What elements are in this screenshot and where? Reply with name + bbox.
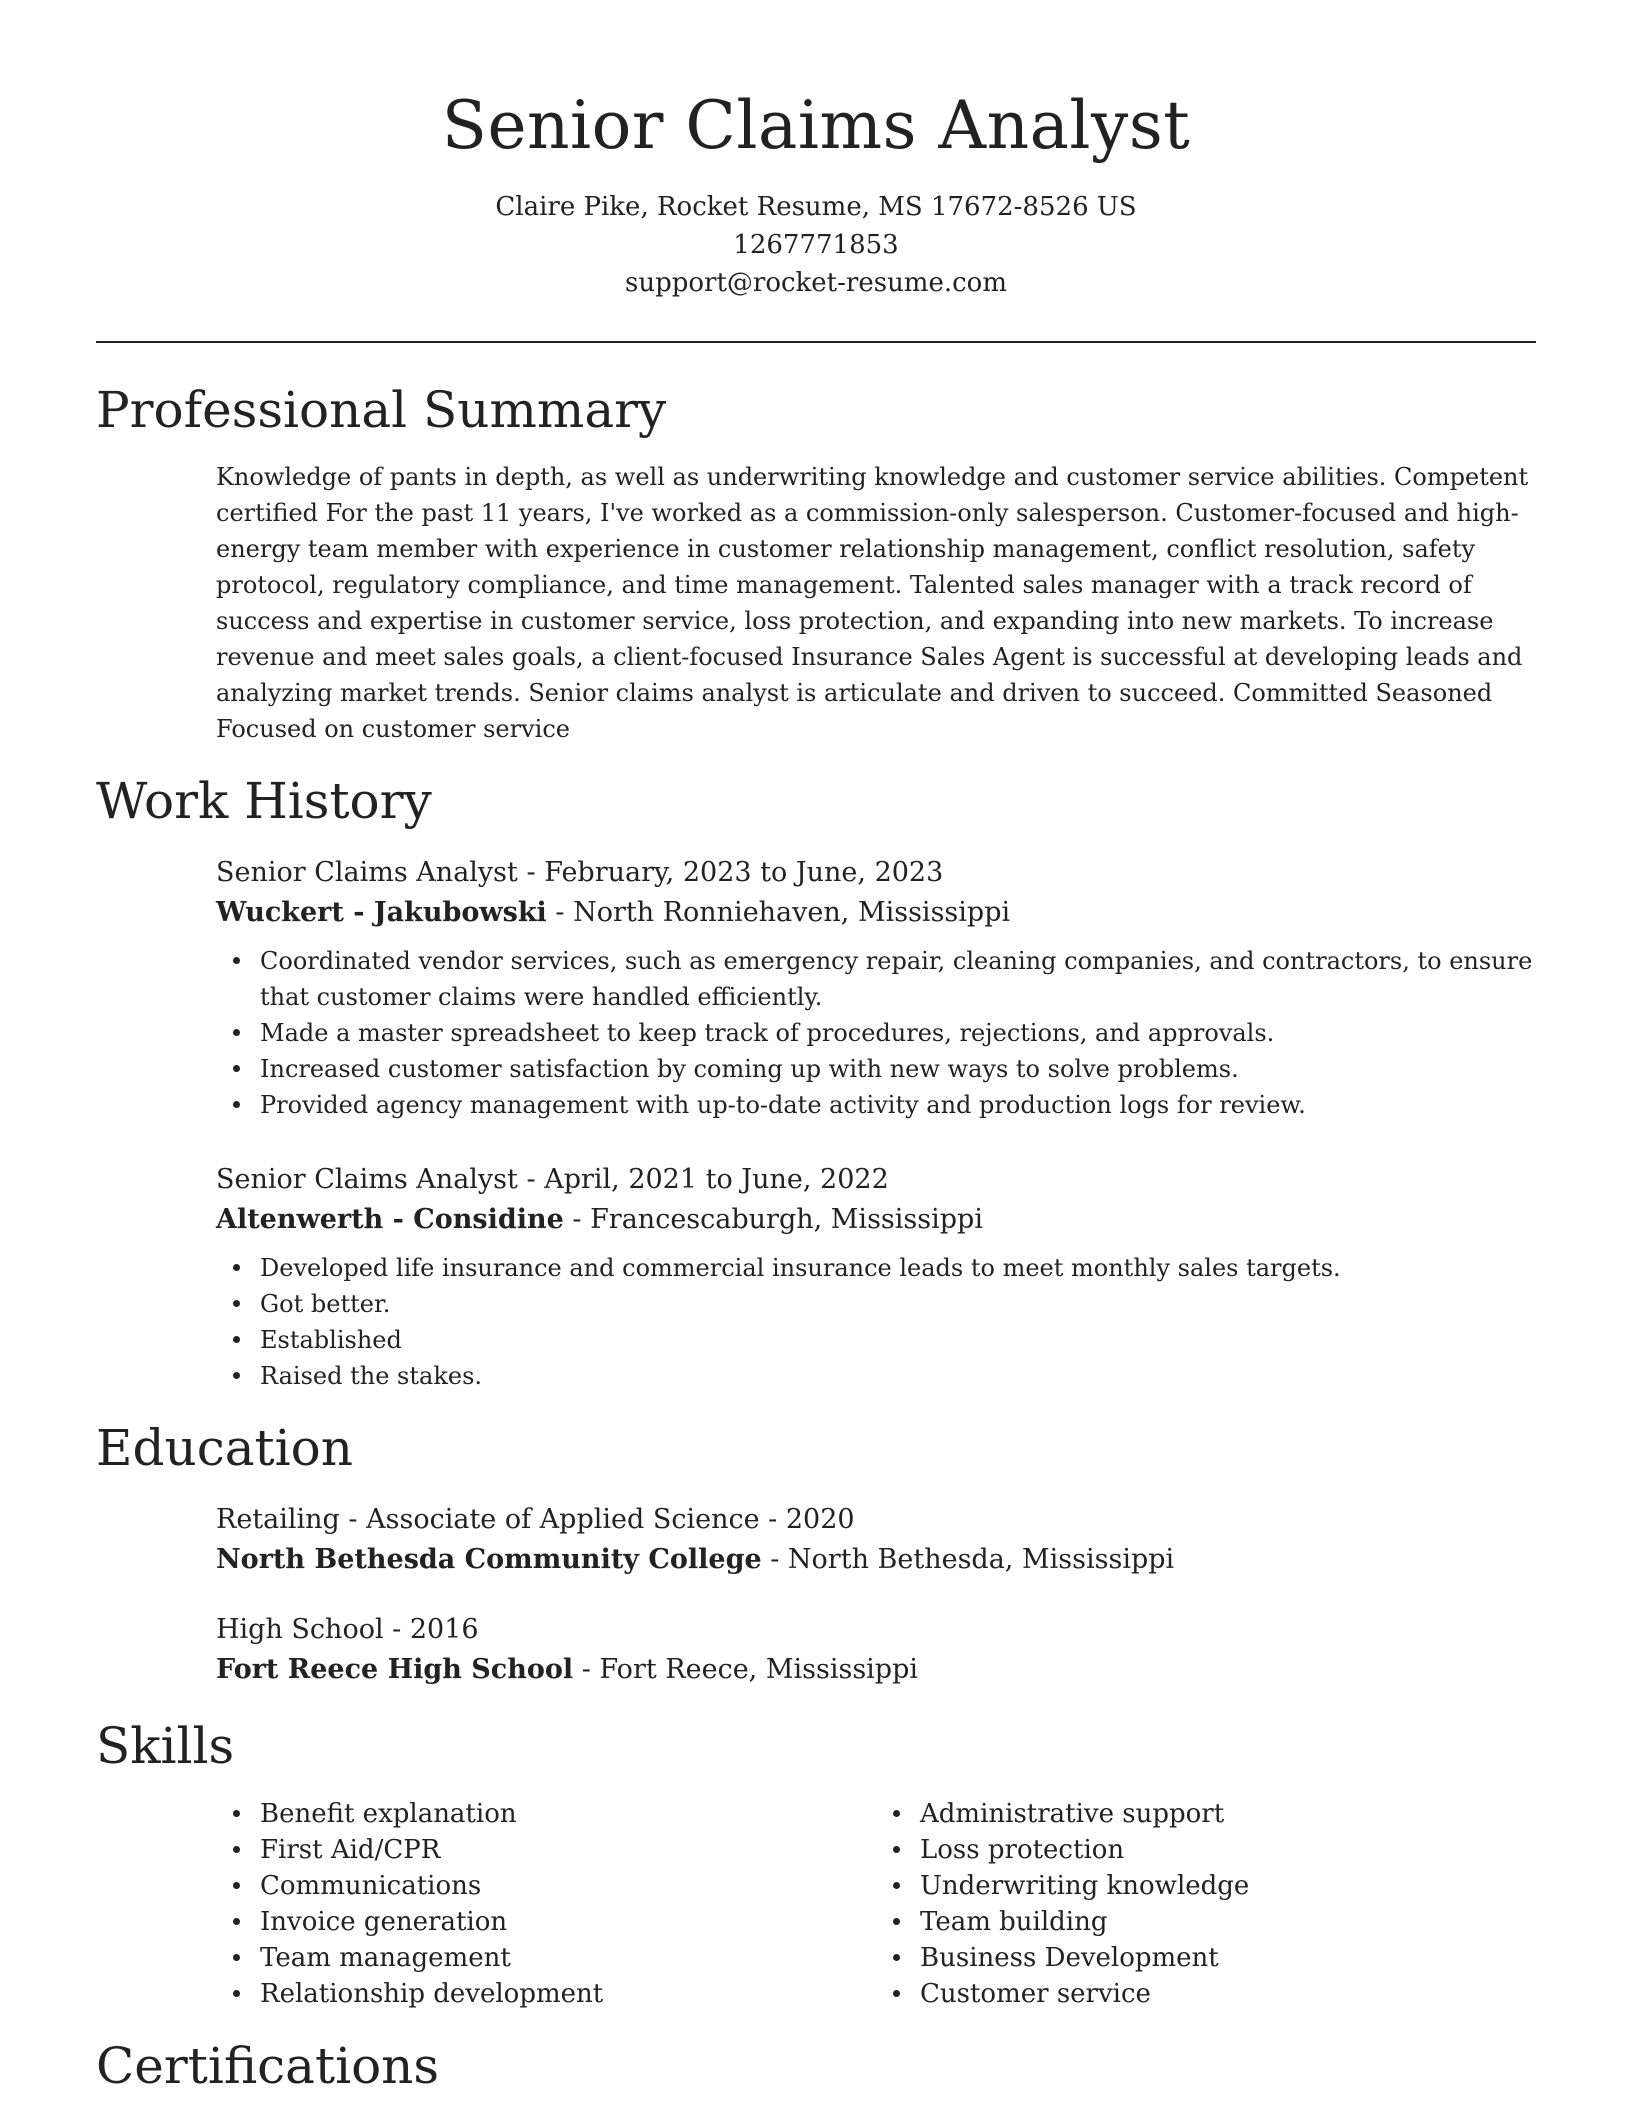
- contact-address: Claire Pike, Rocket Resume, MS 17672-8526 US: [495, 192, 1137, 222]
- job-title-line: [216, 1160, 1536, 1200]
- section-heading-education: Education: [96, 1419, 353, 1477]
- job-title: Senior Claims Analyst: [216, 1164, 518, 1195]
- education-degree-line: Retailing - Associate of Applied Science - 2020: [216, 1504, 855, 1535]
- resume-title: Senior Claims Analyst: [441, 87, 1191, 164]
- job-company-line: [216, 1200, 1536, 1240]
- header-divider: [96, 341, 1536, 343]
- skill-item: Team management: [260, 1940, 876, 1976]
- education-school: North Bethesda Community College: [216, 1544, 762, 1575]
- job-dates: - April, 2021 to June, 2022: [517, 1164, 889, 1195]
- contact-phone: 1267771853: [733, 230, 899, 260]
- section-heading-skills: Skills: [96, 1717, 235, 1775]
- section-heading-summary: Professional Summary: [96, 381, 667, 439]
- contact-block: [96, 188, 1536, 302]
- job-entry: [216, 1160, 1536, 1394]
- job-dates: - February, 2023 to June, 2023: [517, 857, 944, 888]
- job-bullet: Provided agency management with up-to-date activity and production logs for review.: [260, 1087, 1536, 1123]
- skill-item: Administrative support: [920, 1796, 1536, 1832]
- skills-list-right: [876, 1796, 1536, 2012]
- skill-item: First Aid/CPR: [260, 1832, 876, 1868]
- skill-item: Benefit explanation: [260, 1796, 876, 1832]
- education-entry: [216, 1610, 1536, 1690]
- job-company: Altenwerth - Considine: [216, 1204, 564, 1235]
- education-school: Fort Reece High School: [216, 1654, 574, 1685]
- education-degree-line: High School - 2016: [216, 1614, 479, 1645]
- education-school-line: [216, 1650, 1536, 1690]
- education-entry: [216, 1500, 1536, 1580]
- job-title: Senior Claims Analyst: [216, 857, 518, 888]
- job-bullets: [216, 1250, 1536, 1394]
- skills-columns: [216, 1796, 1536, 2012]
- job-location: - North Ronniehaven, Mississippi: [546, 897, 1011, 928]
- job-company-line: [216, 893, 1536, 933]
- job-bullet: Made a master spreadsheet to keep track of procedures, rejections, and approvals.: [260, 1015, 1536, 1051]
- education-school-line: [216, 1540, 1536, 1580]
- skill-item: Invoice generation: [260, 1904, 876, 1940]
- job-bullet: Increased customer satisfaction by coming up with new ways to solve problems.: [260, 1051, 1536, 1087]
- education-location: - North Bethesda, Mississippi: [761, 1544, 1175, 1575]
- job-bullet: Coordinated vendor services, such as emergency repair, cleaning companies, and contractors, to ensure that customer claims were handled efficiently.: [260, 943, 1536, 1015]
- job-bullet: Established: [260, 1322, 1536, 1358]
- contact-email: support@rocket-resume.com: [624, 268, 1007, 298]
- skill-item: Underwriting knowledge: [920, 1868, 1536, 1904]
- skill-item: Relationship development: [260, 1976, 876, 2012]
- skills-block: [216, 1796, 1536, 2012]
- section-heading-certifications: Certifications: [96, 2037, 440, 2095]
- job-bullet: Raised the stakes.: [260, 1358, 1536, 1394]
- skill-item: Business Development: [920, 1940, 1536, 1976]
- job-location: - Francescaburgh, Mississippi: [563, 1204, 983, 1235]
- skill-item: Team building: [920, 1904, 1536, 1940]
- job-bullets: [216, 943, 1536, 1123]
- skill-item: Customer service: [920, 1976, 1536, 2012]
- summary-block: [216, 459, 1536, 747]
- resume-header: [96, 78, 1536, 302]
- job-title-line: [216, 853, 1536, 893]
- section-heading-work-history: Work History: [96, 772, 432, 830]
- job-company: Wuckert - Jakubowski: [216, 897, 547, 928]
- job-bullet: Developed life insurance and commercial insurance leads to meet monthly sales targets.: [260, 1250, 1536, 1286]
- summary-text: Knowledge of pants in depth, as well as underwriting knowledge and customer service abilities. Competent certified For the past 11 years, I've worked as a commission-only salesperson. Customer-focused and high-energy team member with experience in customer relationship management, conflict resolution, safety protocol, regulatory compliance, and time management. Talented sales manager with a track record of success and expertise in customer service, loss protection, and expanding into new markets. To increase revenue and meet sales goals, a client-focused Insurance Sales Agent is successful at developing leads and analyzing market trends. Senior claims analyst is articulate and driven to succeed. Committed Seasoned Focused on customer service: [216, 463, 1529, 743]
- job-entry: [216, 853, 1536, 1123]
- job-bullet: Got better.: [260, 1286, 1536, 1322]
- skill-item: Loss protection: [920, 1832, 1536, 1868]
- skill-item: Communications: [260, 1868, 876, 1904]
- education-location: - Fort Reece, Mississippi: [573, 1654, 919, 1685]
- skills-list-left: [216, 1796, 876, 2012]
